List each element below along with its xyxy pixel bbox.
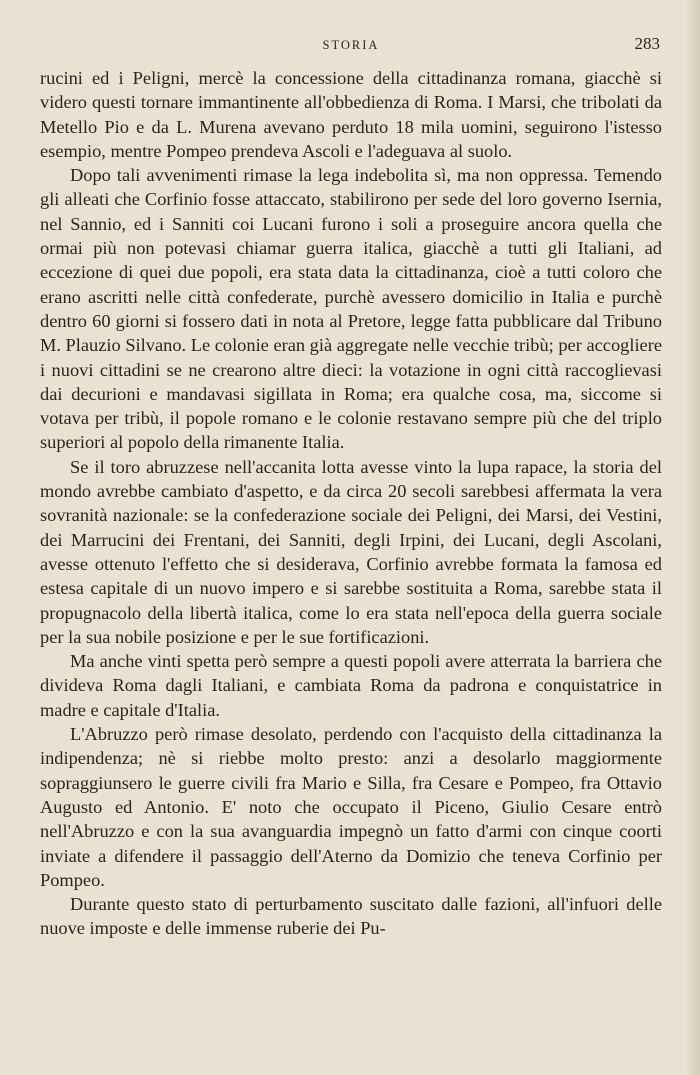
paragraph: rucini ed i Peligni, mercè la concessione della cittadinanza romana, giacchè si videro questi tornare immantinente all'obbedienza di Roma. I Marsi, che tribolati da Metello Pio e da L. Murena avevano perduto 18 mila uomini, seguirono l'istesso esempio, mentre Pompeo prendeva Ascoli e l'adeguava al suolo. — [40, 68, 662, 161]
paragraph: Ma anche vinti spetta però sempre a questi popoli avere atterrata la barriera che divideva Roma dagli Italiani, e cambiata Roma da padrona e conquistatrice in madre e capitale d'Italia. — [40, 651, 662, 720]
page-header — [40, 34, 662, 58]
paragraph: L'Abruzzo però rimase desolato, perdendo con l'acquisto della cittadinanza la indipendenza; nè si riebbe molto presto: anzi a desolarlo maggiormente sopraggiunsero le guerre civili fra Mario e Silla, fra Cesare e Pompeo, fra Ottavio Augusto ed Antonio. E' noto che occupato il Piceno, Giulio Cesare entrò nell'Abruzzo e con la sua avanguardia impegnò un fatto d'armi con cinque coorti inviate a difendere il passaggio dell'Aterno da Domizio che teneva Corfinio per Pompeo. — [40, 724, 662, 890]
page-number: 283 — [634, 34, 660, 53]
paragraph: Durante questo stato di perturbamento suscitato dalle fazioni, all'infuori delle nuove imposte e delle immense ruberie dei Pu- — [40, 894, 662, 939]
paragraph: Se il toro abruzzese nell'accanita lotta avesse vinto la lupa rapace, la storia del mondo avrebbe cambiato d'aspetto, e da circa 20 secoli sarebbesi affermata la vera sovranità nazionale: se la confederazione sociale dei Peligni, dei Marsi, dei Vestini, dei Marrucini dei Frentani, dei Sanniti, degli Irpini, dei Lucani, degli Ascolani, avesse ottenuto l'effetto che si desiderava, Corfinio avrebbe formata la famosa ed estesa capitale di un nuovo impero e si sarebbe sostituita a Roma, sarebbe stata il propugnacolo della libertà italica, come lo era stata nell'epoca della guerra sociale per la sua nobile posizione e per le sue fortificazioni. — [40, 456, 662, 647]
running-head: STORIA — [322, 38, 380, 52]
paragraph: Dopo tali avvenimenti rimase la lega indebolita sì, ma non oppressa. Temendo gli alleati che Corfinio fosse attaccato, stabilirono per sede del loro governo Isernia, nel Sannio, ed i Sanniti coi Lucani furono i soli a proseguire ancora quella che ormai più non potevasi chiamar guerra italica, giacchè a tutti gli Italiani, ad eccezione di quei due popoli, era stata data la cittadinanza, cioè a tutti coloro che erano ascritti nelle città confederate, purchè avessero domicilio in Italia e purchè dentro 60 giorni si fossero dati in nota al Pretore, legge fatta pubblicare dal Tribuno M. Plauzio Silvano. Le colonie eran già aggregate nelle vecchie tribù; per accogliere i nuovi cittadini se ne crearono altre dieci: la votazione in ogni città raccoglievasi dai decurioni e mandavasi sigillata in Roma; era qualche cosa, ma, siccome si votava per tribù, il popole romano e le colonie restavano sempre più che del triplo superiori al popolo della rimanente Italia. — [40, 165, 662, 453]
body-text — [40, 66, 662, 941]
